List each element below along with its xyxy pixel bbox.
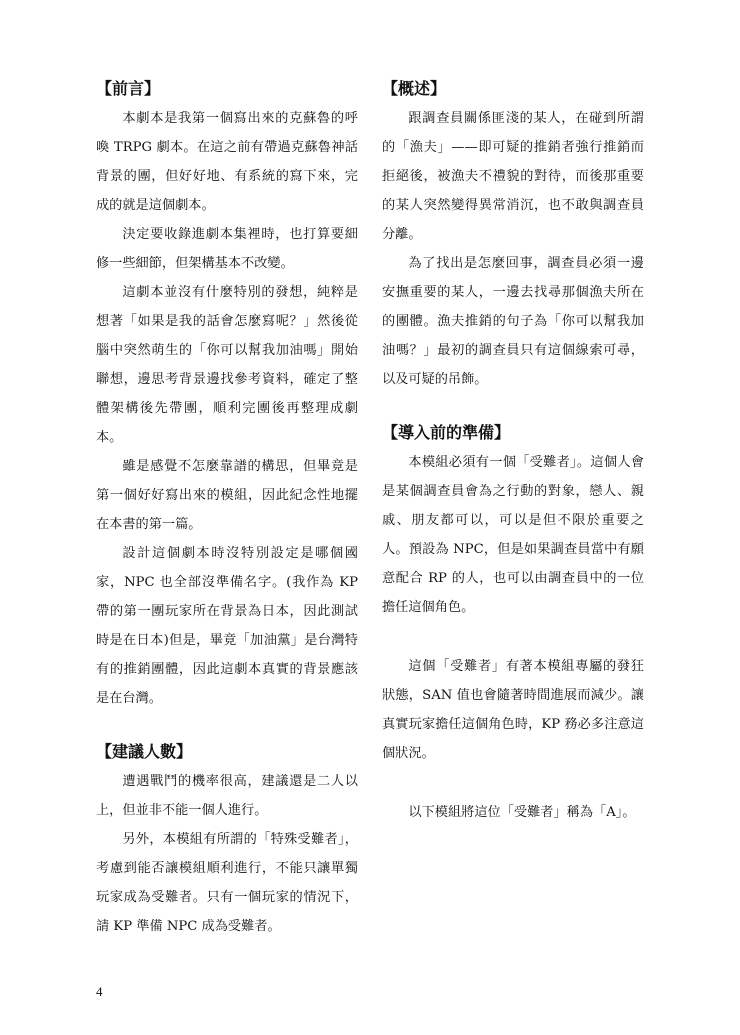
page-number: 4 (96, 984, 103, 999)
preface-paragraph: 本劇本是我第一個寫出來的克蘇魯的呼喚 TRPG 劇本。在這之前有帶過克蘇魯神話背景的團，但好好地、有系統的寫下來，完成的就是這個劇本。 (96, 111, 358, 213)
preparation-heading: 【導入前的準備】 (382, 423, 511, 442)
preface-paragraph: 雖是感覺不怎麼靠譜的構思，但畢竟是第一個好好寫出來的模組，因此紀念性地擺在本書的第一篇。 (96, 459, 358, 532)
overview-paragraph: 跟調查員關係匪淺的某人，在碰到所謂的「漁夫」——即可疑的推銷者強行推銷而拒絕後，被漁夫不禮貌的對待，而後那重要的某人突然變得異常消沉，也不敢與調查員分離。 (382, 111, 644, 242)
preparation-paragraph: 以下模組將這位「受難者」稱為「A」。 (408, 805, 636, 820)
preface-paragraph: 決定要收錄進劇本集裡時，也打算要細修一些細節，但架構基本不改變。 (96, 227, 358, 271)
players-heading: 【建議人數】 (96, 742, 193, 761)
overview-heading: 【概述】 (382, 79, 447, 98)
overview-paragraph: 為了找出是怎麼回事，調查員必須一邊安撫重要的某人，一邊去找尋那個漁夫所在的團體。漁夫推銷的句子為「你可以幫我加油嗎？」最初的調查員只有這個線索可尋，以及可疑的吊飾。 (382, 256, 644, 387)
players-paragraph: 遭遇戰鬥的機率很高，建議還是二人以上，但並非不能一個人進行。 (96, 774, 358, 818)
right-column (382, 78, 644, 827)
preparation-paragraph: 本模組必須有一個「受難者」。這個人會是某個調查員會為之行動的對象，戀人、親戚、朋友都可以，可以是但不限於重要之人。預設為 NPC，但是如果調查員當中有願意配合 RP 的人，也可以由調查員中的一位擔任這個角色。 (382, 455, 644, 615)
preface-heading: 【前言】 (96, 79, 161, 98)
preface-paragraph: 這劇本並沒有什麼特別的發想，純粹是想著「如果是我的話會怎麼寫呢？」然後從腦中突然萌生的「你可以幫我加油嗎」開始聯想，邊思考背景邊找參考資料，確定了整體架構後先帶團，順利完團後再整理成劇本。 (96, 285, 358, 445)
preface-paragraph: 設計這個劇本時沒特別設定是哪個國家，NPC 也全部沒準備名字。(我作為 KP 帶的第一團玩家所在背景為日本，因此測試時是在日本)但是，畢竟「加油黨」是台灣特有的推銷團體，因此這劇本真實的背景應該是在台灣。 (96, 546, 358, 706)
preparation-paragraph: 這個「受難者」有著本模組專屬的發狂狀態，SAN 值也會隨著時間進展而減少。讓真實玩家擔任這個角色時，KP 務必多注意這個狀況。 (382, 659, 644, 761)
left-column (96, 78, 358, 941)
players-paragraph: 另外，本模組有所謂的「特殊受難者」，考慮到能否讓模組順利進行，不能只讓單獨玩家成為受難者。只有一個玩家的情況下，請 KP 準備 NPC 成為受難者。 (96, 832, 358, 934)
